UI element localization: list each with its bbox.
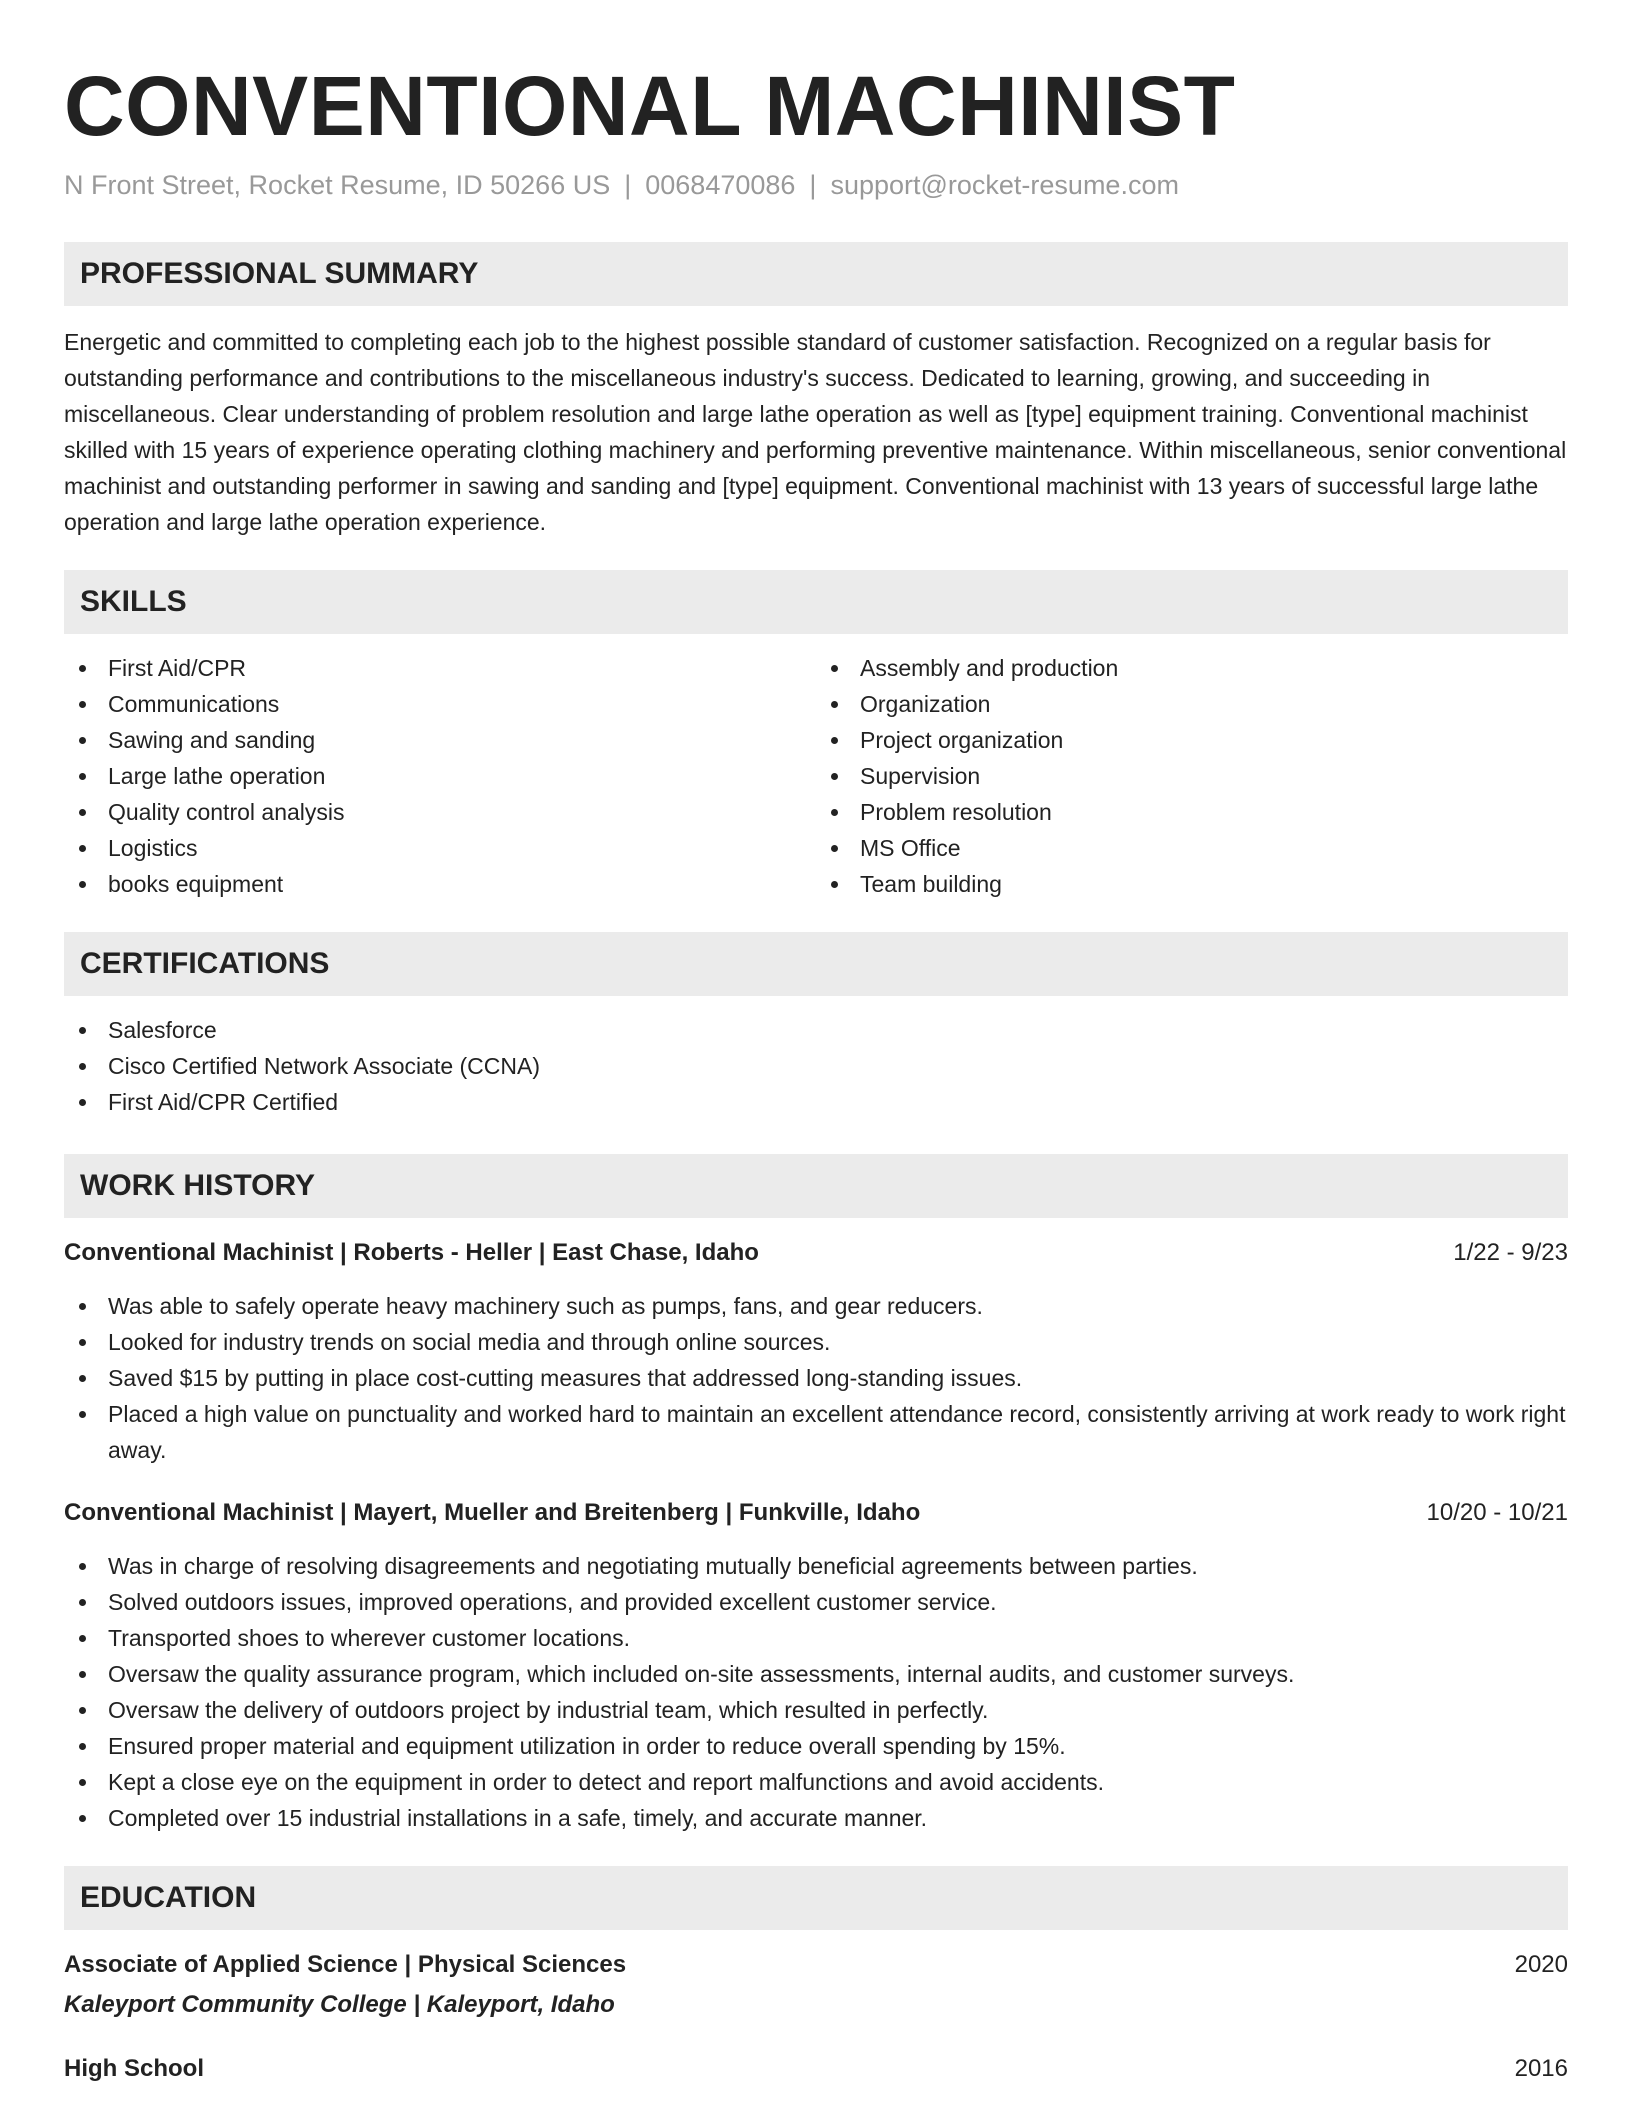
contact-separator: | [624,170,632,200]
education-school: Kaleyport Community College | Kaleyport, Idaho [64,1991,615,2018]
education-header [64,2052,1568,2086]
certification-item: First Aid/CPR Certified [64,1084,1568,1120]
skill-item: Communications [64,686,816,722]
job-bullet: Was in charge of resolving disagreements and negotiating mutually beneficial agreements between parties. [64,1548,1568,1584]
education-year: 2020 [1514,1951,1568,1978]
job-bullet: Ensured proper material and equipment utilization in order to reduce overall spending by 15%. [64,1728,1568,1764]
education-degree: High School [64,2055,204,2082]
job-bullet: Placed a high value on punctuality and worked hard to maintain an excellent attendance record, consistently arriving at work ready to work right away. [64,1396,1568,1468]
job-dates: 10/20 - 10/21 [1426,1499,1568,1526]
certification-item: Salesforce [64,1012,1568,1048]
skill-item: Problem resolution [816,794,1568,830]
job-bullets [64,1548,1568,1836]
summary-text: Energetic and committed to completing each job to the highest possible standard of customer satisfaction. Recognized on a regular basis for outstanding performance and contributions to the miscellaneous industry's success. Dedicated to learning, growing, and succeeding in miscellaneous. Clear understanding of problem resolution and large lathe operation as well as [type] equipment training. Conventional machinist skilled with 15 years of experience operating clothing machinery and performing preventive maintenance. Within miscellaneous, senior conventional machinist and outstanding performer in sawing and sanding and [type] equipment. Conventional machinist with 13 years of successful large lathe operation and large lathe operation experience. [64,329,1567,535]
section-heading-education: EDUCATION [64,1866,1568,1930]
skill-item: Quality control analysis [64,794,816,830]
job-bullet: Was able to safely operate heavy machinery such as pumps, fans, and gear reducers. [64,1288,1568,1324]
skills-list [64,650,1568,902]
skill-item: Large lathe operation [64,758,816,794]
section-heading-certifications: CERTIFICATIONS [64,932,1568,996]
contact-email: support@rocket-resume.com [830,170,1179,200]
contact-line [64,168,1568,202]
section-heading-skills: SKILLS [64,570,1568,634]
education-degree: Associate of Applied Science | Physical Sciences [64,1951,627,1978]
skills-column-left [64,650,816,902]
candidate-name: CONVENTIONAL MACHINIST [64,59,1236,153]
skill-item: Project organization [816,722,1568,758]
job-title: Conventional Machinist | Roberts - Heller | East Chase, Idaho [64,1239,759,1266]
job-bullet: Transported shoes to wherever customer locations. [64,1620,1568,1656]
job-header [64,1496,1568,1530]
job-dates: 1/22 - 9/23 [1453,1239,1568,1266]
education-header [64,1948,1568,1982]
job-bullet: Oversaw the delivery of outdoors project by industrial team, which resulted in perfectly. [64,1692,1568,1728]
certifications-list [64,1012,1568,1120]
skills-column-right [816,650,1568,902]
contact-phone: 0068470086 [645,170,796,200]
education-entry [64,2052,1568,2086]
section-heading-work-history: WORK HISTORY [64,1154,1568,1218]
job-entry [64,1496,1568,1836]
contact-address: N Front Street, Rocket Resume, ID 50266 US [64,170,611,200]
contact-separator: | [809,170,817,200]
section-heading-summary: PROFESSIONAL SUMMARY [64,242,1568,306]
skill-item: Sawing and sanding [64,722,816,758]
education-entry [64,1948,1568,2022]
job-bullet: Oversaw the quality assurance program, which included on-site assessments, internal audits, and customer surveys. [64,1656,1568,1692]
job-bullets [64,1288,1568,1468]
education-year: 2016 [1514,2055,1568,2082]
skill-item: Supervision [816,758,1568,794]
skill-item: MS Office [816,830,1568,866]
job-bullet: Solved outdoors issues, improved operations, and provided excellent customer service. [64,1584,1568,1620]
job-bullet: Saved $15 by putting in place cost-cutting measures that addressed long-standing issues. [64,1360,1568,1396]
job-bullet: Kept a close eye on the equipment in order to detect and report malfunctions and avoid accidents. [64,1764,1568,1800]
skill-item: books equipment [64,866,816,902]
job-header [64,1236,1568,1270]
skill-item: Logistics [64,830,816,866]
skill-item: Organization [816,686,1568,722]
job-bullet: Looked for industry trends on social media and through online sources. [64,1324,1568,1360]
skill-item: Assembly and production [816,650,1568,686]
skill-item: First Aid/CPR [64,650,816,686]
certification-item: Cisco Certified Network Associate (CCNA) [64,1048,1568,1084]
job-title: Conventional Machinist | Mayert, Mueller and Breitenberg | Funkville, Idaho [64,1499,921,1526]
job-bullet: Completed over 15 industrial installations in a safe, timely, and accurate manner. [64,1800,1568,1836]
skill-item: Team building [816,866,1568,902]
job-entry [64,1236,1568,1468]
